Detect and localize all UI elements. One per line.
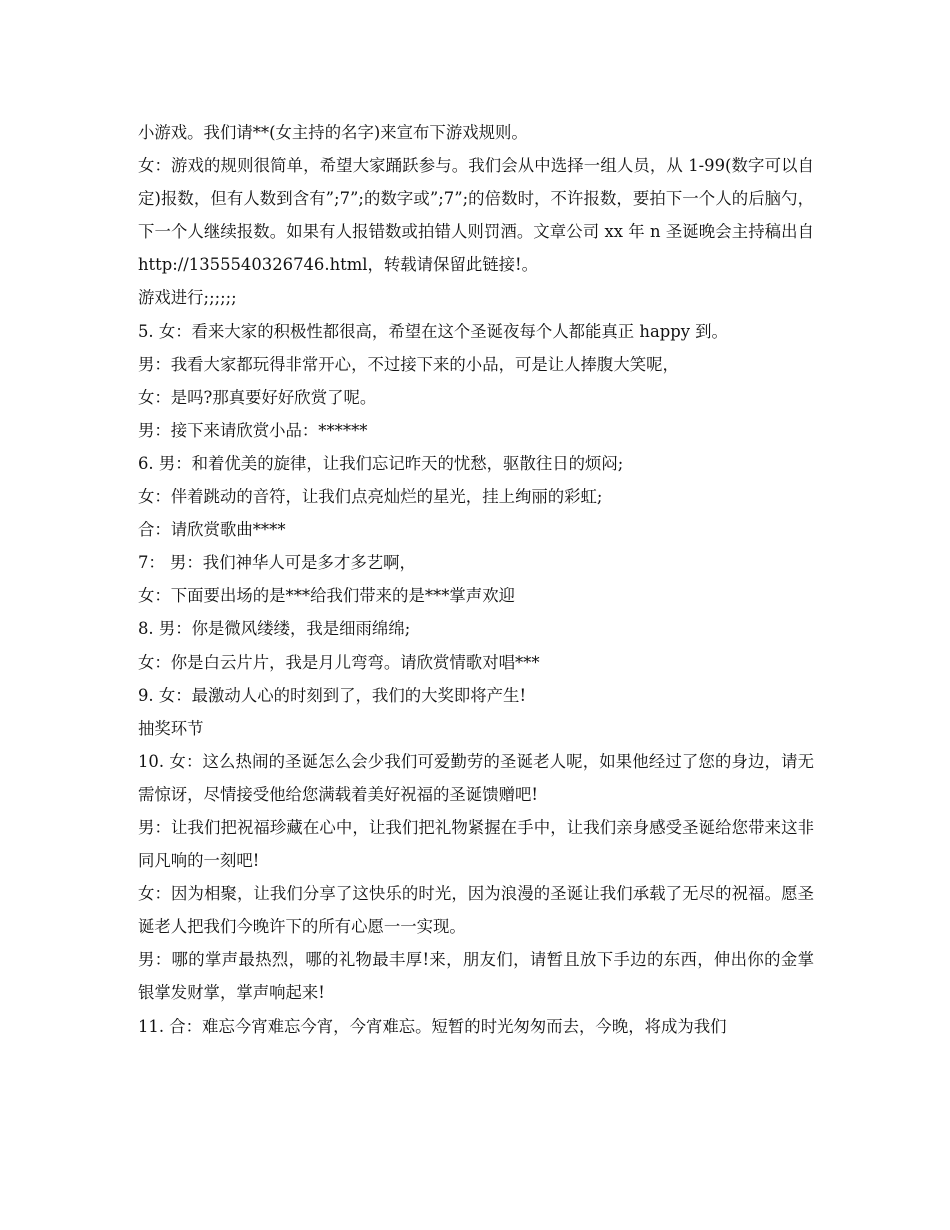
paragraph-12: 女：下面要出场的是***给我们带来的是***掌声欢迎 <box>138 586 515 606</box>
paragraph-19: 女：因为相聚，让我们分享了这快乐的时光，因为浪漫的圣诞让我们承载了无尽的祝福。愿圣诞老人把我们今晚许下的所有心愿一一实现。 <box>138 884 814 937</box>
paragraph-7: 男：接下来请欣赏小品：****** <box>138 420 368 440</box>
paragraph-10: 合：请欣赏歌曲**** <box>138 520 286 540</box>
paragraph-16: 抽奖环节 <box>138 718 204 738</box>
paragraph-2: 女：游戏的规则很简单，希望大家踊跃参与。我们会从中选择一组人员，从 1-99(数字可以自定)报数，但有人数到含有”;7”;的数字或”;7”;的倍数时，不许报数，要拍下一个人的后脑勺，下一个人继续报数。如果有人报错数或拍错人则罚酒。文章公司 xx 年 n 圣诞晚会主持稿出自 http://1355540326746.html，转载请保留此链接!。 <box>138 156 814 275</box>
paragraph-17: 10. 女：这么热闹的圣诞怎么会少我们可爱勤劳的圣诞老人呢，如果他经过了您的身边，请无需惊讶，尽情接受他给您满载着美好祝福的圣诞馈赠吧! <box>138 751 814 804</box>
paragraph-4: 5. 女：看来大家的积极性都很高，希望在这个圣诞夜每个人都能真正 happy 到。 <box>138 321 728 341</box>
paragraph-14: 女：你是白云片片，我是月儿弯弯。请欣赏情歌对唱*** <box>138 652 540 672</box>
document-body <box>138 116 814 1043</box>
paragraph-8: 6. 男：和着优美的旋律，让我们忘记昨天的忧愁，驱散往日的烦闷; <box>138 453 624 473</box>
paragraph-21: 11. 合：难忘今宵难忘今宵，今宵难忘。短暂的时光匆匆而去，今晚，将成为我们 <box>138 1016 727 1036</box>
paragraph-20: 男：哪的掌声最热烈，哪的礼物最丰厚!来，朋友们，请暂且放下手边的东西，伸出你的金掌银掌发财掌，掌声响起来! <box>138 950 814 1003</box>
paragraph-18: 男：让我们把祝福珍藏在心中，让我们把礼物紧握在手中，让我们亲身感受圣诞给您带来这非同凡响的一刻吧! <box>138 817 814 871</box>
paragraph-9: 女：伴着跳动的音符，让我们点亮灿烂的星光，挂上绚丽的彩虹; <box>138 487 603 507</box>
paragraph-13: 8. 男：你是微风缕缕，我是细雨绵绵; <box>138 619 411 639</box>
paragraph-11: 7： 男：我们神华人可是多才多艺啊， <box>138 553 416 573</box>
paragraph-15: 9. 女：最激动人心的时刻到了，我们的大奖即将产生! <box>138 685 527 705</box>
paragraph-1: 小游戏。我们请**(女主持的名字)来宣布下游戏规则。 <box>138 123 528 142</box>
paragraph-6: 女：是吗?那真要好好欣赏了呢。 <box>138 387 377 407</box>
paragraph-3: 游戏进行;;;;;; <box>138 288 237 308</box>
paragraph-5: 男：我看大家都玩得非常开心，不过接下来的小品，可是让人捧腹大笑呢， <box>138 354 679 374</box>
